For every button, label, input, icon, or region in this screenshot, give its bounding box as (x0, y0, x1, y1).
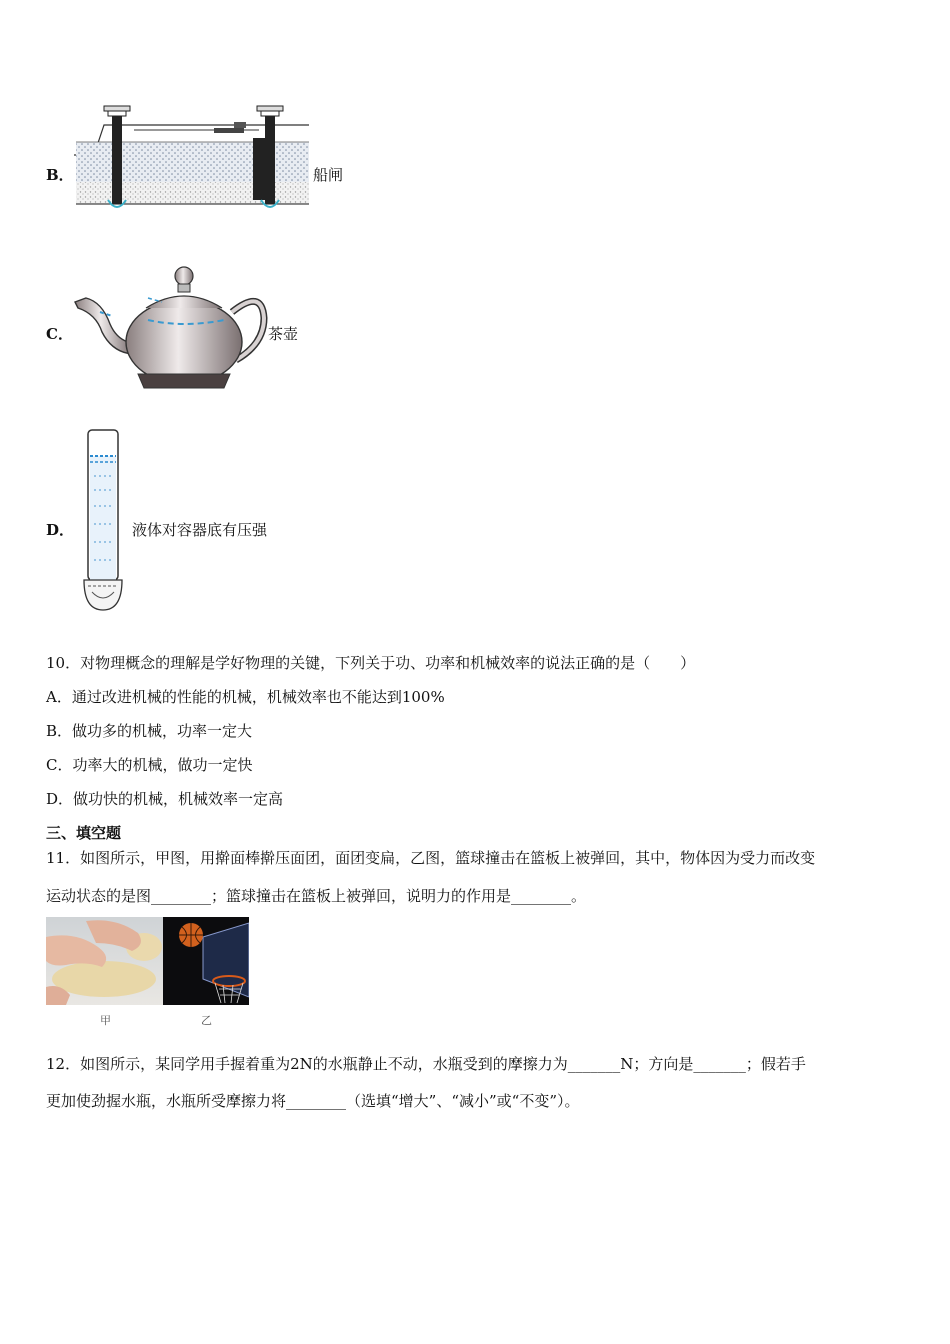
test-tube-figure (82, 428, 124, 614)
q10-option-c: C．功率大的机械，做功一定快 (46, 756, 253, 774)
option-b-letter: B． (46, 166, 74, 184)
q11-line1: 11．如图所示，甲图，用擀面棒擀压面团，面团变扁，乙图，篮球撞击在篮板上被弹回，其中，物体因为受力而改变 (46, 849, 816, 867)
section-title: 三、填空题 (46, 824, 122, 842)
option-d-letter: D． (46, 521, 75, 539)
q12-line1: 12．如图所示，某同学用手握着重为2N的水瓶静止不动，水瓶受到的摩擦力为_______N；方向是_______；假若手 (46, 1055, 806, 1073)
caption-jia: 甲 (100, 1014, 111, 1027)
caption-yi: 乙 (201, 1014, 212, 1027)
basketball-photo (163, 917, 249, 1005)
teapot-figure (72, 262, 272, 394)
q11-line2: 运动状态的是图________；篮球撞击在篮板上被弹回，说明力的作用是________。 (46, 887, 587, 905)
option-b-label: 船闸 (313, 166, 344, 184)
option-c-letter: C． (46, 325, 73, 343)
ship-lock-figure (74, 100, 314, 218)
option-c-label: 茶壶 (268, 325, 299, 343)
dough-photo (46, 917, 163, 1005)
q10-option-a: A．通过改进机械的性能的机械，机械效率也不能达到100% (46, 688, 445, 706)
q10-option-d: D．做功快的机械，机械效率一定高 (46, 790, 284, 808)
q10-option-b: B．做功多的机械，功率一定大 (46, 722, 253, 740)
q12-line2: 更加使劲握水瓶，水瓶所受摩擦力将________（选填“增大”、“减小”或“不变”）。 (46, 1092, 580, 1110)
option-d-label: 液体对容器底有压强 (132, 521, 268, 539)
q10-stem: 10．对物理概念的理解是学好物理的关键，下列关于功、功率和机械效率的说法正确的是（ ） (46, 654, 696, 672)
